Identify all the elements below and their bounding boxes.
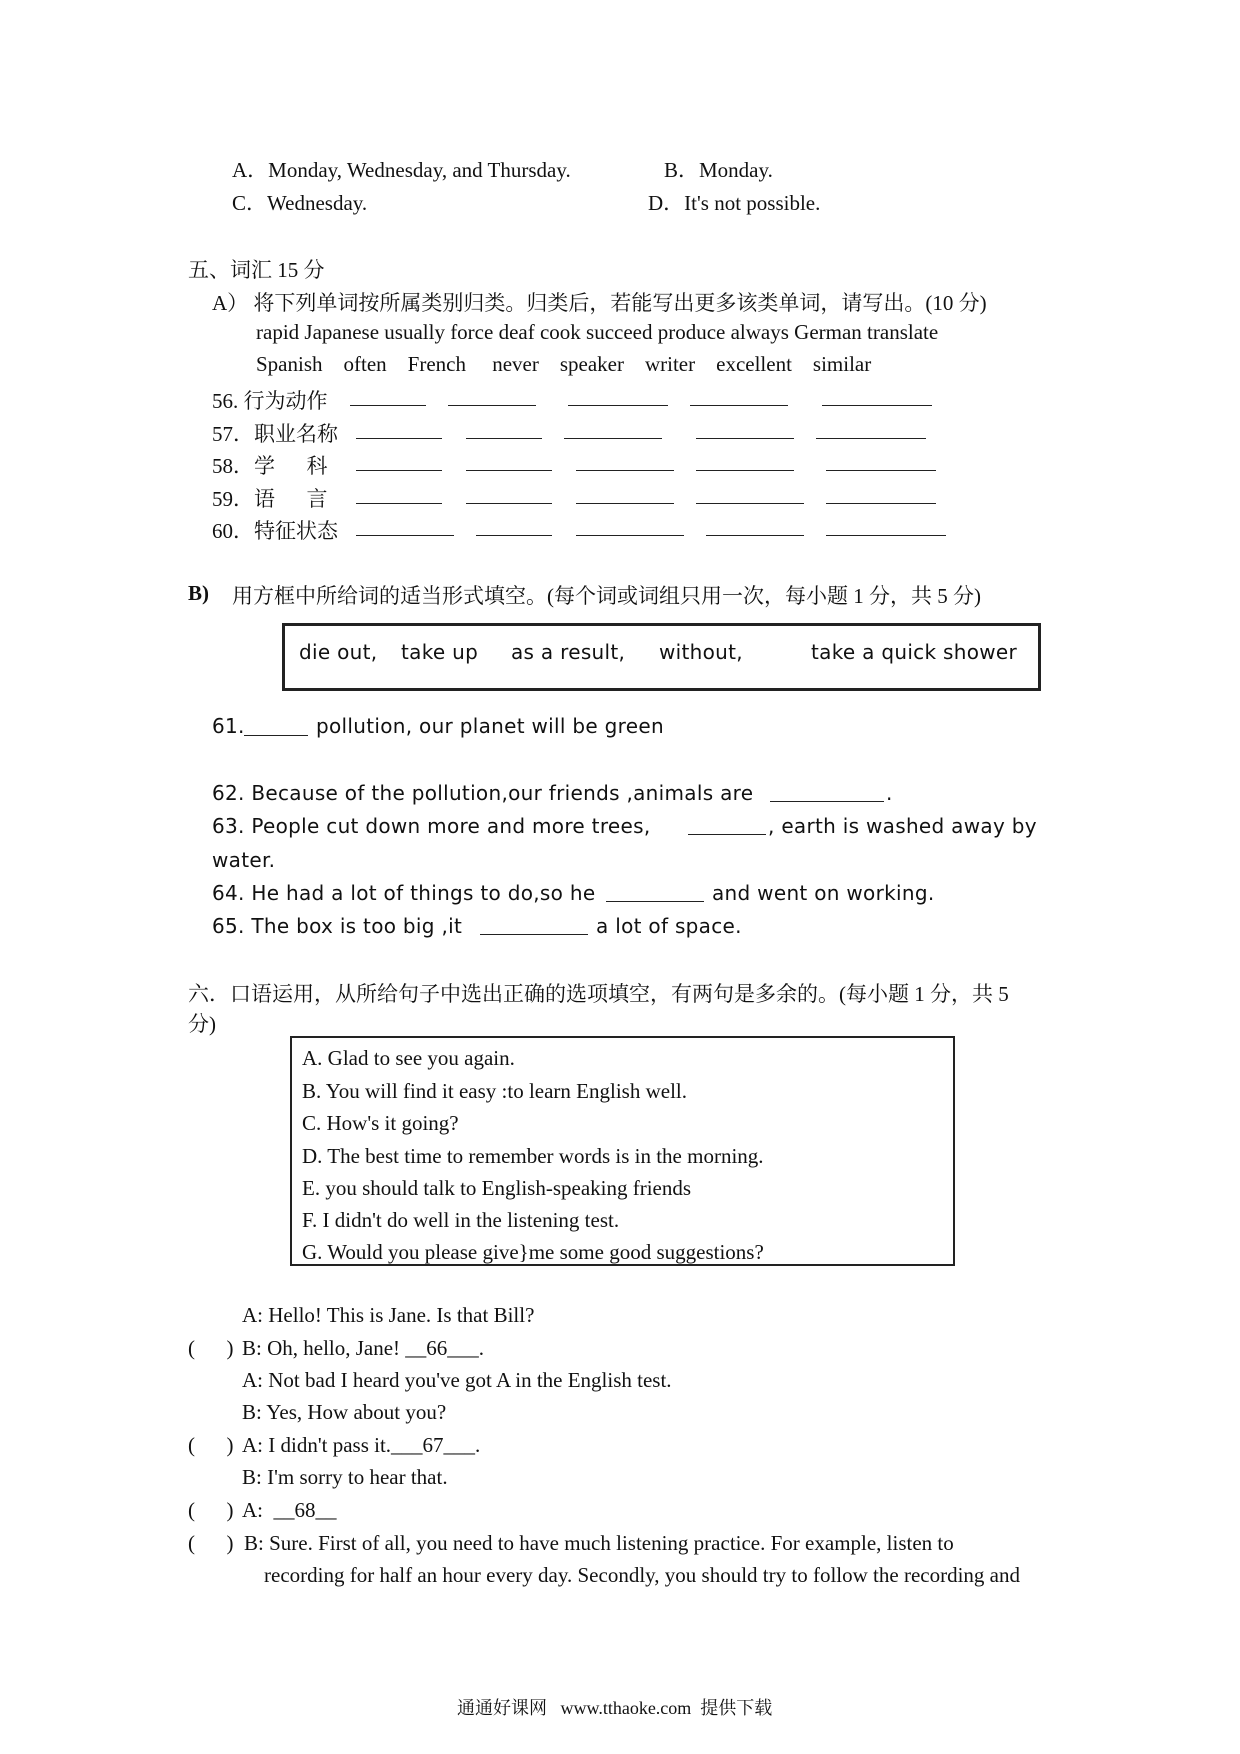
answer-blank[interactable] <box>816 438 926 439</box>
box-term: take a quick shower <box>811 640 1018 664</box>
q65-blank[interactable] <box>480 934 588 935</box>
answer-paren[interactable]: ( ) <box>188 1531 234 1555</box>
answer-blank[interactable] <box>696 503 804 504</box>
dialogue-line: A: Hello! This is Jane. Is that Bill? <box>242 1303 535 1327</box>
category-label: 57．职业名称 <box>212 422 338 446</box>
q63-continuation: water. <box>212 848 276 872</box>
q63-text-after: , earth is washed away by <box>768 814 1037 838</box>
answer-paren[interactable]: ( ) <box>188 1433 234 1457</box>
answer-blank[interactable] <box>356 438 442 439</box>
answer-blank[interactable] <box>466 470 552 471</box>
choice-option: F. I didn't do well in the listening test. <box>302 1208 620 1232</box>
choice-option: B. You will find it easy :to learn English well. <box>302 1079 687 1103</box>
answer-blank[interactable] <box>826 470 936 471</box>
dialogue-line: B: Oh, hello, Jane! __66___. <box>242 1336 485 1360</box>
category-label: 56. 行为动作 <box>212 389 328 413</box>
box-term: take up <box>401 640 479 664</box>
answer-blank[interactable] <box>696 470 794 471</box>
answer-blank[interactable] <box>576 535 684 536</box>
box-term: without, <box>659 640 743 664</box>
answer-blank[interactable] <box>356 535 454 536</box>
page-footer: 通通好课网 www.tthaoke.com 提供下载 <box>457 1698 773 1718</box>
box-term: die out, <box>299 640 378 664</box>
answer-paren[interactable]: ( ) <box>188 1498 234 1522</box>
answer-blank[interactable] <box>476 535 552 536</box>
answer-blank[interactable] <box>564 438 662 439</box>
dialogue-line: A: Not bad I heard you've got A in the English test. <box>242 1368 672 1392</box>
dialogue-line: B: Sure. First of all, you need to have much listening practice. For example, listen to <box>244 1531 954 1555</box>
category-label: 60．特征状态 <box>212 519 338 543</box>
answer-paren[interactable]: ( ) <box>188 1336 234 1360</box>
q64-text: 64. He had a lot of things to do,so he <box>212 881 596 905</box>
q64-text-after: and went on working. <box>712 881 935 905</box>
q62-end: . <box>886 781 893 805</box>
q61-number: 61. <box>212 714 245 738</box>
answer-blank[interactable] <box>350 405 426 406</box>
part-b-label: B) <box>188 581 209 605</box>
category-label: 58．学 科 <box>212 454 328 478</box>
q63-text: 63. People cut down more and more trees, <box>212 814 651 838</box>
answer-blank[interactable] <box>826 535 946 536</box>
q65-text: 65. The box is too big ,it <box>212 914 463 938</box>
option-b: B．Monday. <box>664 158 773 182</box>
answer-blank[interactable] <box>576 503 674 504</box>
oral-heading: 六．口语运用，从所给句子中选出正确的选项填空，有两句是多余的。(每小题 1 分，共 5 <box>188 982 1009 1006</box>
category-label: 59．语 言 <box>212 487 328 511</box>
option-c: C．Wednesday. <box>232 191 368 215</box>
q64-blank[interactable] <box>606 901 704 902</box>
vocab-heading: 五、词汇 15 分 <box>188 258 325 282</box>
dialogue-line: A: I didn't pass it.___67___. <box>242 1433 481 1457</box>
option-a: A．Monday, Wednesday, and Thursday. <box>232 158 571 182</box>
answer-blank[interactable] <box>822 405 932 406</box>
dialogue-line: B: Yes, How about you? <box>242 1400 447 1424</box>
q61-text: pollution, our planet will be green <box>316 714 664 738</box>
answer-blank[interactable] <box>706 535 804 536</box>
box-term: as a result, <box>511 640 626 664</box>
dialogue-line: A: __68__ <box>242 1498 337 1522</box>
word-list-line2: Spanish often French never speaker writer excellent similar <box>256 352 872 376</box>
q65-text-after: a lot of space. <box>596 914 742 938</box>
word-box <box>282 623 1041 691</box>
q62-blank[interactable] <box>770 801 884 802</box>
q62-text: 62. Because of the pollution,our friends ,animals are <box>212 781 754 805</box>
oral-heading-cont: 分) <box>188 1012 216 1036</box>
vocab-a-prompt: A） 将下列单词按所属类别归类。归类后，若能写出更多该类单词，请写出。(10 分) <box>212 291 987 315</box>
choice-option: E. you should talk to English-speaking friends <box>302 1176 692 1200</box>
answer-blank[interactable] <box>576 470 674 471</box>
choice-option: D. The best time to remember words is in the morning. <box>302 1144 764 1168</box>
dialogue-line: recording for half an hour every day. Secondly, you should try to follow the recording and <box>264 1563 1020 1587</box>
answer-blank[interactable] <box>690 405 788 406</box>
answer-blank[interactable] <box>356 470 442 471</box>
answer-blank[interactable] <box>696 438 794 439</box>
choice-option: G. Would you please give}me some good suggestions? <box>302 1240 764 1264</box>
choice-box <box>290 1036 955 1266</box>
dialogue-line: B: I'm sorry to hear that. <box>242 1465 448 1489</box>
q61-blank[interactable] <box>244 735 308 736</box>
part-b-prompt: 用方框中所给词的适当形式填空。(每个词或词组只用一次，每小题 1 分，共 5 分) <box>232 584 981 608</box>
choice-option: A. Glad to see you again. <box>302 1046 515 1070</box>
answer-blank[interactable] <box>466 438 542 439</box>
option-d: D．It's not possible. <box>648 191 821 215</box>
answer-blank[interactable] <box>826 503 936 504</box>
q63-blank[interactable] <box>688 834 766 835</box>
choice-option: C. How's it going? <box>302 1111 459 1135</box>
word-list-line1: rapid Japanese usually force deaf cook succeed produce always German translate <box>256 320 939 344</box>
answer-blank[interactable] <box>448 405 536 406</box>
answer-blank[interactable] <box>568 405 668 406</box>
answer-blank[interactable] <box>356 503 442 504</box>
answer-blank[interactable] <box>466 503 552 504</box>
